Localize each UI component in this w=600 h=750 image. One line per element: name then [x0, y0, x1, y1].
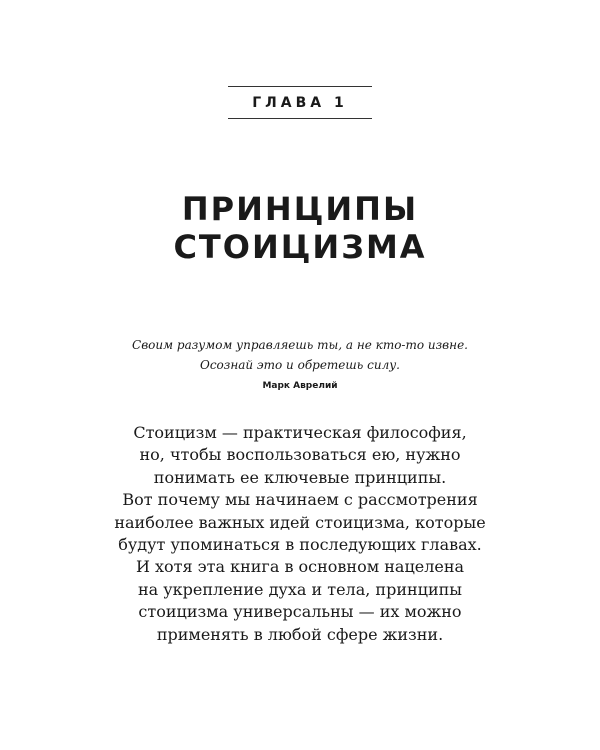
body-line: будут упоминаться в последующих главах. [118, 535, 482, 555]
body-paragraph [0, 422, 600, 646]
chapter-title-line: СТОИЦИЗМА [173, 228, 427, 266]
body-line: И хотя эта книга в основном нацелена [135, 557, 465, 577]
body-line: на укрепление духа и тела, принципы [137, 579, 463, 599]
epigraph-author: Марк Аврелий [262, 381, 338, 391]
chapter-label-bottom-rule [228, 118, 372, 119]
body-line: применять в любой сфере жизни. [156, 624, 444, 644]
body-line: Вот почему мы начинаем с рассмотрения [122, 490, 478, 510]
chapter-label: ГЛАВА 1 [252, 95, 348, 111]
chapter-title [0, 190, 600, 266]
body-line: стоицизма универсальны — их можно [138, 602, 462, 622]
body-line: наиболее важных идей стоицизма, которые [114, 512, 486, 532]
chapter-title-line: ПРИНЦИПЫ [181, 190, 419, 228]
epigraph-quote-line: Своим разумом управляешь ты, а не кто-то извне. [132, 338, 468, 352]
body-line: понимать ее ключевые принципы. [153, 467, 447, 487]
body-line: Стоицизм — практическая философия, [133, 423, 467, 442]
epigraph-quote-line: Осознай это и обретешь силу. [199, 358, 400, 372]
body-line: но, чтобы воспользоваться ею, нужно [139, 445, 461, 465]
epigraph [0, 335, 600, 395]
chapter-label-top-rule [228, 86, 372, 87]
